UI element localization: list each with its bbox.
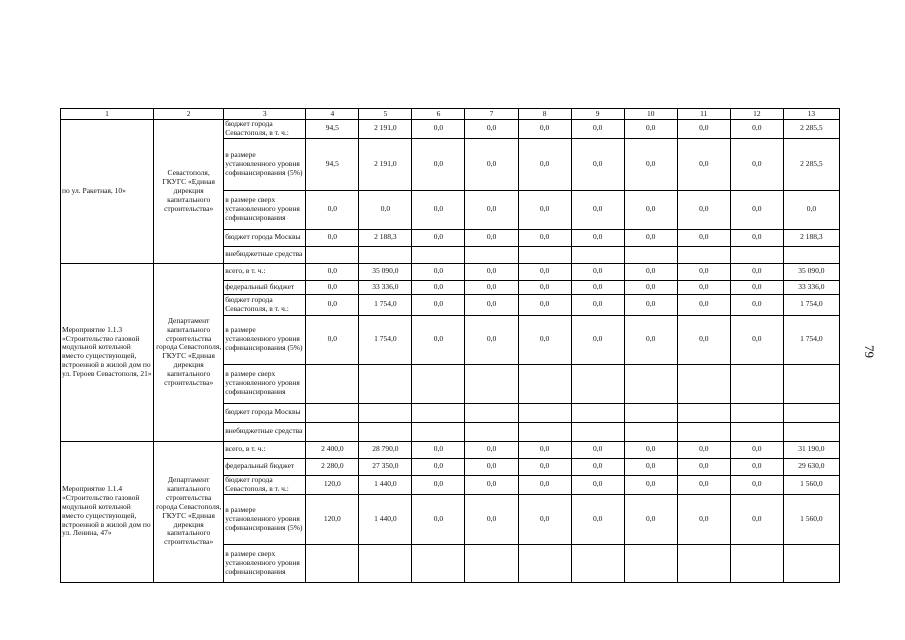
amount-cell: [624, 422, 677, 441]
amount-cell: 0,0: [518, 138, 571, 190]
amount-cell: 0,0: [465, 120, 518, 139]
amount-cell: 0,0: [412, 475, 465, 494]
funding-source-cell: бюджет города Севастополя, в т. ч.:: [224, 294, 306, 315]
amount-cell: 0,0: [518, 190, 571, 229]
column-number-header: 2: [154, 109, 224, 120]
amount-cell: 0,0: [677, 458, 730, 475]
amount-cell: [359, 422, 412, 441]
amount-cell: 0,0: [624, 494, 677, 544]
amount-cell: 0,0: [465, 294, 518, 315]
amount-cell: 27 350,0: [359, 458, 412, 475]
amount-cell: 0,0: [518, 475, 571, 494]
funding-source-cell: в размере сверх установленного уровня софинансирования: [224, 190, 306, 229]
funding-source-cell: внебюджетные средства: [224, 422, 306, 441]
amount-cell: 0,0: [624, 120, 677, 139]
amount-cell: 94,5: [306, 138, 359, 190]
amount-cell: [465, 544, 518, 582]
amount-cell: 1 754,0: [783, 315, 839, 364]
amount-cell: 0,0: [412, 138, 465, 190]
amount-cell: 35 090,0: [359, 263, 412, 280]
amount-cell: 0,0: [571, 229, 624, 246]
amount-cell: 0,0: [624, 315, 677, 364]
column-number-header: 8: [518, 109, 571, 120]
amount-cell: 2 188,3: [359, 229, 412, 246]
column-number-header: 7: [465, 109, 518, 120]
amount-cell: 0,0: [571, 138, 624, 190]
amount-cell: 28 790,0: [359, 441, 412, 458]
amount-cell: 0,0: [677, 190, 730, 229]
amount-cell: 33 336,0: [783, 280, 839, 294]
amount-cell: [677, 544, 730, 582]
amount-cell: 1 440,0: [359, 475, 412, 494]
financing-table: [60, 108, 840, 583]
amount-cell: 0,0: [677, 441, 730, 458]
executor-cell: Департамент капитального строительства города Севастополя, ГКУГС «Единая дирекция капитального строительства»: [154, 263, 224, 441]
amount-cell: [677, 246, 730, 263]
amount-cell: [624, 403, 677, 422]
amount-cell: 0,0: [518, 263, 571, 280]
amount-cell: [571, 422, 624, 441]
amount-cell: [359, 364, 412, 403]
executor-cell: Севастополя, ГКУГС «Единая дирекция капитального строительства»: [154, 120, 224, 264]
amount-cell: [783, 422, 839, 441]
funding-source-cell: федеральный бюджет: [224, 280, 306, 294]
amount-cell: 0,0: [571, 120, 624, 139]
amount-cell: 0,0: [465, 458, 518, 475]
amount-cell: [412, 364, 465, 403]
amount-cell: 0,0: [518, 494, 571, 544]
amount-cell: 0,0: [518, 441, 571, 458]
amount-cell: 0,0: [677, 138, 730, 190]
amount-cell: 0,0: [730, 120, 783, 139]
amount-cell: 1 440,0: [359, 494, 412, 544]
amount-cell: 0,0: [571, 294, 624, 315]
amount-cell: 2 280,0: [306, 458, 359, 475]
amount-cell: 0,0: [730, 263, 783, 280]
amount-cell: 0,0: [677, 494, 730, 544]
amount-cell: [518, 246, 571, 263]
amount-cell: 0,0: [730, 229, 783, 246]
amount-cell: [730, 246, 783, 263]
amount-cell: 0,0: [677, 120, 730, 139]
amount-cell: [783, 544, 839, 582]
amount-cell: [730, 544, 783, 582]
amount-cell: 0,0: [624, 458, 677, 475]
amount-cell: [465, 422, 518, 441]
amount-cell: 0,0: [571, 441, 624, 458]
amount-cell: 31 190,0: [783, 441, 839, 458]
amount-cell: 0,0: [412, 458, 465, 475]
amount-cell: [518, 403, 571, 422]
executor-cell: Департамент капитального строительства города Севастополя, ГКУГС «Единая дирекция капитального строительства»: [154, 441, 224, 582]
amount-cell: [465, 246, 518, 263]
funding-source-cell: бюджет города Москвы: [224, 229, 306, 246]
amount-cell: [730, 422, 783, 441]
amount-cell: 35 090,0: [783, 263, 839, 280]
column-number-header: 10: [624, 109, 677, 120]
amount-cell: [677, 403, 730, 422]
amount-cell: 2 400,0: [306, 441, 359, 458]
amount-cell: [730, 403, 783, 422]
amount-cell: 2 188,3: [783, 229, 839, 246]
amount-cell: 0,0: [306, 190, 359, 229]
table-row: [61, 441, 840, 458]
funding-source-cell: в размере установленного уровня софинансирования (5%): [224, 138, 306, 190]
amount-cell: 0,0: [624, 263, 677, 280]
amount-cell: 0,0: [518, 458, 571, 475]
amount-cell: [412, 246, 465, 263]
amount-cell: 0,0: [412, 263, 465, 280]
measure-name-cell: Мероприятие 1.1.4 «Строительство газовой модульной котельной вместо существующей, встроенной в жилой дом по ул. Ленина, 47»: [61, 441, 154, 582]
amount-cell: 1 560,0: [783, 475, 839, 494]
amount-cell: 0,0: [624, 138, 677, 190]
amount-cell: [359, 246, 412, 263]
amount-cell: 0,0: [677, 315, 730, 364]
amount-cell: [783, 403, 839, 422]
column-number-header: 3: [224, 109, 306, 120]
amount-cell: [306, 544, 359, 582]
amount-cell: 0,0: [730, 190, 783, 229]
amount-cell: [677, 364, 730, 403]
amount-cell: [359, 544, 412, 582]
amount-cell: 0,0: [412, 315, 465, 364]
table-row: [61, 263, 840, 280]
amount-cell: 2 285,5: [783, 120, 839, 139]
funding-source-cell: бюджет города Москвы: [224, 403, 306, 422]
amount-cell: 0,0: [677, 280, 730, 294]
amount-cell: 33 336,0: [359, 280, 412, 294]
amount-cell: 0,0: [306, 294, 359, 315]
amount-cell: 1 754,0: [783, 294, 839, 315]
column-number-header: 13: [783, 109, 839, 120]
amount-cell: 0,0: [571, 280, 624, 294]
amount-cell: [571, 403, 624, 422]
amount-cell: 0,0: [518, 315, 571, 364]
amount-cell: 0,0: [359, 190, 412, 229]
column-number-row: [61, 109, 840, 120]
column-number-header: 4: [306, 109, 359, 120]
amount-cell: 0,0: [730, 458, 783, 475]
amount-cell: 0,0: [571, 263, 624, 280]
amount-cell: 0,0: [306, 315, 359, 364]
amount-cell: 0,0: [465, 475, 518, 494]
amount-cell: 0,0: [730, 441, 783, 458]
amount-cell: 2 191,0: [359, 138, 412, 190]
amount-cell: 2 285,5: [783, 138, 839, 190]
amount-cell: 0,0: [730, 280, 783, 294]
amount-cell: [730, 364, 783, 403]
amount-cell: 0,0: [518, 229, 571, 246]
table-row: [61, 120, 840, 139]
column-number-header: 12: [730, 109, 783, 120]
funding-source-cell: в размере установленного уровня софинансирования (5%): [224, 494, 306, 544]
amount-cell: 0,0: [571, 190, 624, 229]
amount-cell: [783, 364, 839, 403]
amount-cell: 0,0: [306, 263, 359, 280]
measure-name-cell: Мероприятие 1.1.3 «Строительство газовой модульной котельной вместо существующей, встроенной в жилой дом по ул. Героев Севастополя, 21»: [61, 263, 154, 441]
column-number-header: 1: [61, 109, 154, 120]
amount-cell: [306, 403, 359, 422]
amount-cell: [518, 544, 571, 582]
column-number-header: 11: [677, 109, 730, 120]
amount-cell: 0,0: [518, 120, 571, 139]
funding-source-cell: в размере сверх установленного уровня софинансирования: [224, 364, 306, 403]
amount-cell: 0,0: [677, 229, 730, 246]
amount-cell: 0,0: [465, 315, 518, 364]
amount-cell: 0,0: [518, 280, 571, 294]
funding-source-cell: федеральный бюджет: [224, 458, 306, 475]
amount-cell: [412, 544, 465, 582]
amount-cell: [306, 364, 359, 403]
amount-cell: 1 754,0: [359, 315, 412, 364]
amount-cell: 0,0: [624, 441, 677, 458]
amount-cell: [571, 544, 624, 582]
amount-cell: 0,0: [412, 120, 465, 139]
amount-cell: [359, 403, 412, 422]
amount-cell: [306, 246, 359, 263]
amount-cell: [518, 422, 571, 441]
amount-cell: 0,0: [624, 294, 677, 315]
measure-name-cell: по ул. Ракетная, 10»: [61, 120, 154, 264]
amount-cell: [306, 422, 359, 441]
funding-source-cell: всего, в т. ч.:: [224, 441, 306, 458]
amount-cell: 0,0: [412, 494, 465, 544]
amount-cell: 0,0: [306, 280, 359, 294]
page-number: 79: [862, 345, 877, 358]
amount-cell: [624, 544, 677, 582]
amount-cell: [412, 422, 465, 441]
amount-cell: 0,0: [465, 280, 518, 294]
funding-source-cell: всего, в т. ч.:: [224, 263, 306, 280]
amount-cell: 0,0: [465, 138, 518, 190]
amount-cell: 0,0: [730, 315, 783, 364]
amount-cell: 0,0: [624, 190, 677, 229]
amount-cell: 0,0: [624, 475, 677, 494]
amount-cell: 0,0: [412, 280, 465, 294]
amount-cell: 29 630,0: [783, 458, 839, 475]
amount-cell: [571, 246, 624, 263]
amount-cell: 0,0: [465, 229, 518, 246]
amount-cell: 0,0: [571, 315, 624, 364]
amount-cell: 0,0: [571, 494, 624, 544]
column-number-header: 6: [412, 109, 465, 120]
amount-cell: 0,0: [677, 475, 730, 494]
amount-cell: 1 560,0: [783, 494, 839, 544]
amount-cell: 120,0: [306, 494, 359, 544]
funding-source-cell: бюджет города Севастополя, в т. ч.:: [224, 475, 306, 494]
amount-cell: 0,0: [412, 294, 465, 315]
amount-cell: 120,0: [306, 475, 359, 494]
amount-cell: [465, 403, 518, 422]
amount-cell: 0,0: [783, 190, 839, 229]
amount-cell: [783, 246, 839, 263]
amount-cell: 0,0: [730, 494, 783, 544]
amount-cell: [677, 422, 730, 441]
amount-cell: 94,5: [306, 120, 359, 139]
amount-cell: 0,0: [306, 229, 359, 246]
amount-cell: 1 754,0: [359, 294, 412, 315]
amount-cell: 0,0: [571, 475, 624, 494]
amount-cell: 2 191,0: [359, 120, 412, 139]
amount-cell: 0,0: [730, 294, 783, 315]
amount-cell: [624, 364, 677, 403]
funding-source-cell: в размере сверх установленного уровня софинансирования: [224, 544, 306, 582]
amount-cell: 0,0: [412, 229, 465, 246]
funding-source-cell: бюджет города Севастополя, в т. ч.:: [224, 120, 306, 139]
amount-cell: 0,0: [465, 441, 518, 458]
column-number-header: 5: [359, 109, 412, 120]
amount-cell: 0,0: [730, 138, 783, 190]
amount-cell: 0,0: [412, 441, 465, 458]
amount-cell: 0,0: [677, 263, 730, 280]
amount-cell: [465, 364, 518, 403]
amount-cell: 0,0: [465, 494, 518, 544]
amount-cell: [518, 364, 571, 403]
amount-cell: 0,0: [465, 190, 518, 229]
funding-source-cell: внебюджетные средства: [224, 246, 306, 263]
funding-source-cell: в размере установленного уровня софинансирования (5%): [224, 315, 306, 364]
amount-cell: 0,0: [412, 190, 465, 229]
amount-cell: [412, 403, 465, 422]
amount-cell: 0,0: [677, 294, 730, 315]
amount-cell: [624, 246, 677, 263]
amount-cell: 0,0: [571, 458, 624, 475]
amount-cell: [571, 364, 624, 403]
amount-cell: 0,0: [730, 475, 783, 494]
amount-cell: 0,0: [465, 263, 518, 280]
amount-cell: 0,0: [518, 294, 571, 315]
column-number-header: 9: [571, 109, 624, 120]
amount-cell: 0,0: [624, 280, 677, 294]
amount-cell: 0,0: [624, 229, 677, 246]
